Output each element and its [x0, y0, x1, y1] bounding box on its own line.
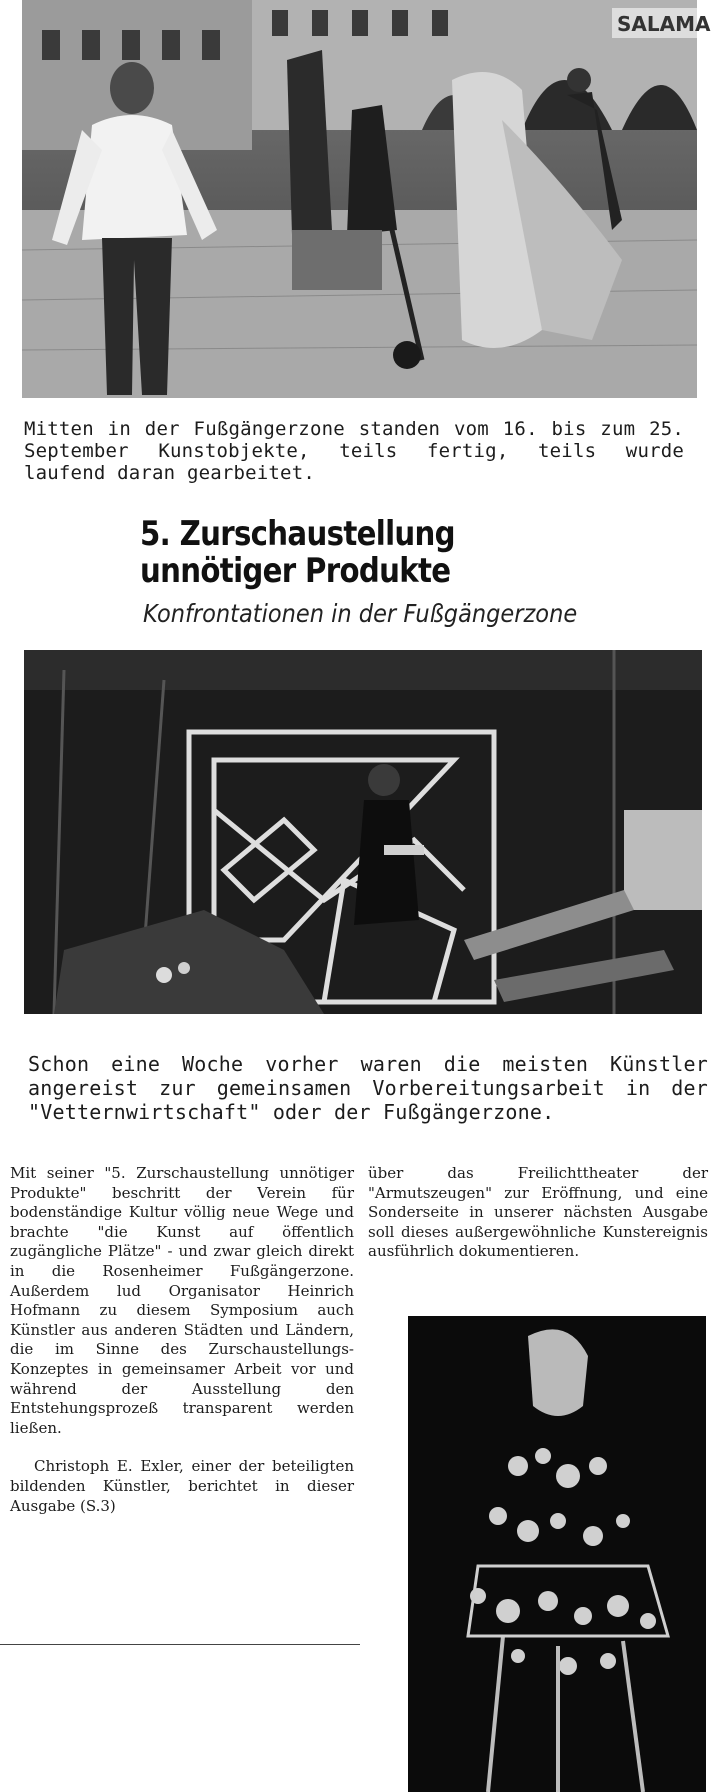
caption-sculpture-frame: Schon eine Woche vorher waren die meisten Künstler angereist zur gemeinsamen Vorbereitungsarbeit in der "Vetternwirtschaft" oder der Fußgängerzone.: [28, 1052, 708, 1124]
photo-street-scene-icon: [22, 0, 711, 398]
photo-sculpture-frame: [24, 650, 702, 1014]
headline-line-1: 5. Zurschaustellung: [140, 514, 455, 554]
caption-street-scene: Mitten in der Fußgängerzone standen vom 16. bis zum 25. September Kunstobjekte, teils fertig, teils wurde laufend daran gearbeitet.: [24, 418, 684, 484]
article-paragraph-1: Mit seiner "5. Zurschaustellung unnötiger Produkte" beschritt der Verein für bodenständige Kultur völlig neue Wege und brachte "die Kunst auf öffentlich zugängliche Plätze" - und zwar gleich direkt in die Rosenheimer Fußgängerzone. Außerdem lud Organisator Heinrich Hofmann zu diesem Symposium auch Künstler aus anderen Städten und Ländern, die im Sinne des Zurschaustellungs-Konzeptes in gemeinsamer Arbeit vor und während der Ausstellung den Entstehungsprozeß transparent werden ließen.: [10, 1164, 354, 1437]
column-divider-rule: [0, 1644, 360, 1645]
article-column-left: [10, 1164, 354, 1535]
subheadline: Konfrontationen in der Fußgängerzone: [143, 599, 578, 628]
shop-sign: SALAMA: [617, 12, 711, 36]
headline: [140, 516, 587, 590]
photo-night-sculpture-icon: [408, 1316, 706, 1792]
photo-night-sculpture: [408, 1316, 706, 1792]
article-column-right: [368, 1164, 708, 1281]
headline-line-2: unnötiger Produkte: [140, 551, 451, 591]
article-paragraph-2: Christoph E. Exler, einer der beteiligten bildenden Künstler, berichtet in dieser Ausgabe (S.3): [10, 1457, 354, 1515]
photo-street-scene: [22, 0, 711, 398]
photo-sculpture-frame-icon: [24, 650, 702, 1014]
article-paragraph-3: über das Freilichttheater der "Armutszeugen" zur Eröffnung, und eine Sonderseite in unserer nächsten Ausgabe soll dieses außergewöhnliche Kunstereignis ausführlich dokumentieren.: [368, 1164, 708, 1261]
